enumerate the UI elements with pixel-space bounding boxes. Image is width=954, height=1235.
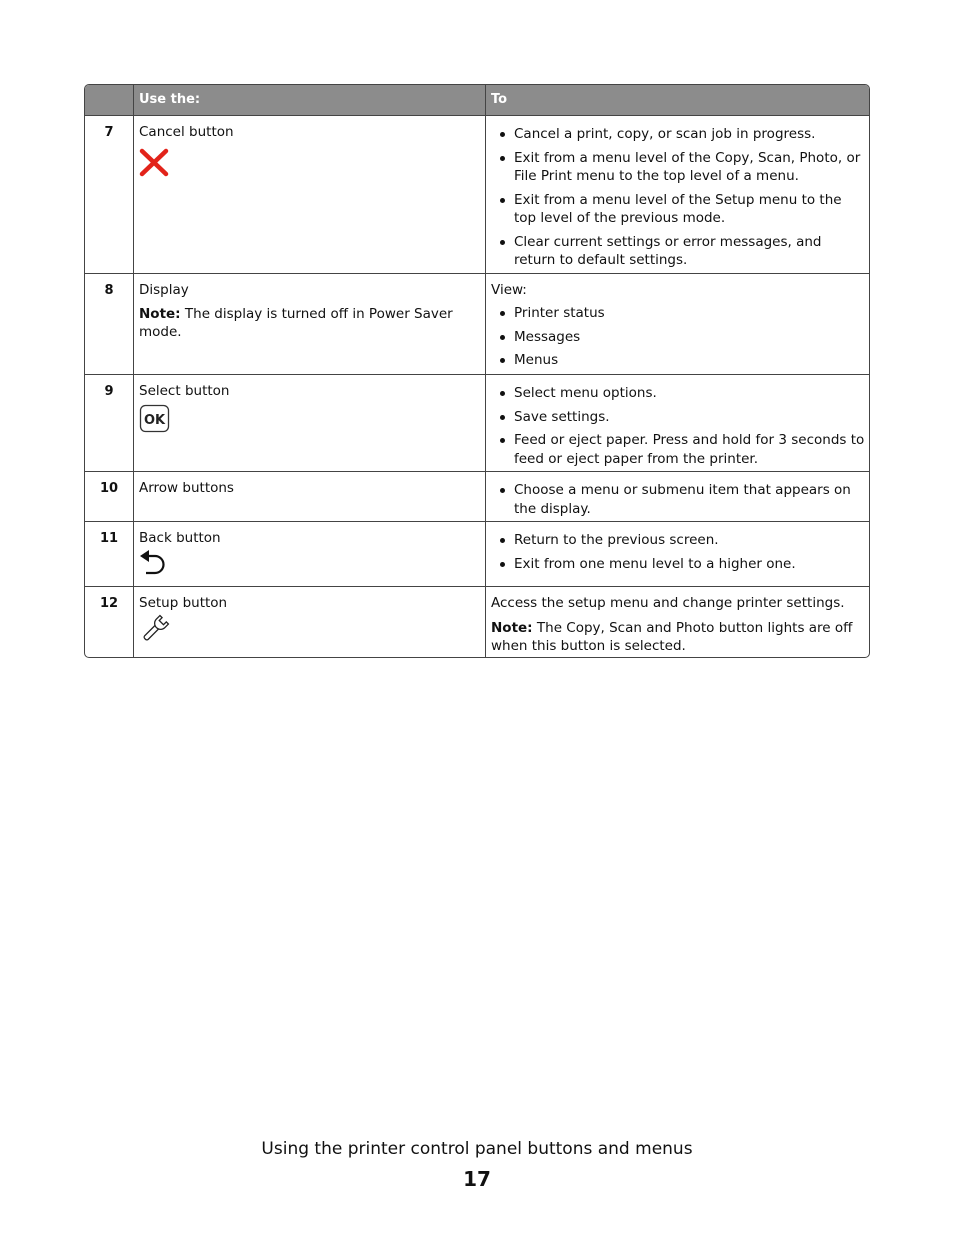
row-number: 12: [85, 587, 134, 657]
bullet-list: [491, 304, 865, 370]
row-description-cell: [486, 472, 869, 521]
row-number: 9: [85, 375, 134, 471]
list-item: Exit from a menu level of the Setup menu to the top level of the previous mode.: [491, 191, 865, 228]
table-row: [85, 521, 869, 586]
row-number: 8: [85, 274, 134, 374]
row-label: Setup button: [139, 595, 228, 611]
list-item: Feed or eject paper. Press and hold for 3 seconds to feed or eject paper from the printer.: [491, 431, 865, 468]
row-label: Cancel button: [139, 124, 234, 140]
row-control-cell: [134, 274, 486, 374]
table-row: [85, 273, 869, 374]
row-description-cell: [486, 274, 869, 374]
row-description-cell: [486, 587, 869, 657]
list-item: Clear current settings or error messages, and return to default settings.: [491, 233, 865, 270]
row-number: 11: [85, 522, 134, 586]
note-label: Note:: [491, 620, 533, 636]
row-label: Display: [139, 282, 189, 298]
row-label: Select button: [139, 383, 230, 399]
list-item: Select menu options.: [491, 384, 865, 403]
list-item: Printer status: [491, 304, 865, 323]
control-panel-table: [84, 84, 870, 658]
bullet-list: [491, 125, 865, 270]
cancel-x-icon: [139, 147, 481, 181]
setup-description: Access the setup menu and change printer settings.: [491, 595, 845, 611]
row-control-cell: [134, 375, 486, 471]
setup-note: [491, 619, 865, 655]
bullet-list: [491, 531, 865, 573]
wrench-icon: [139, 614, 481, 648]
header-use-the: Use the:: [134, 85, 486, 115]
list-item: Exit from one menu level to a higher one.: [491, 555, 865, 574]
list-item: Return to the previous screen.: [491, 531, 865, 550]
list-item: Save settings.: [491, 408, 865, 427]
list-item: Cancel a print, copy, or scan job in progress.: [491, 125, 865, 144]
row-number: 7: [85, 116, 134, 273]
row-control-cell: [134, 587, 486, 657]
display-note: [139, 305, 481, 341]
row-control-cell: [134, 522, 486, 586]
note-text: The display is turned off in Power Saver mode.: [139, 306, 453, 340]
note-label: Note:: [139, 306, 181, 322]
row-control-cell: [134, 116, 486, 273]
table-row: [85, 471, 869, 521]
table-header: [85, 85, 869, 115]
view-intro: View:: [491, 282, 527, 298]
row-description-cell: [486, 116, 869, 273]
table-row: [85, 586, 869, 657]
row-control-cell: [134, 472, 486, 521]
row-description-cell: [486, 522, 869, 586]
row-description-cell: [486, 375, 869, 471]
table-row: [85, 115, 869, 273]
bullet-list: [491, 384, 865, 468]
footer-section-title: Using the printer control panel buttons and menus: [261, 1139, 693, 1159]
header-number-cell: [85, 85, 134, 115]
ok-button-icon: [139, 404, 481, 438]
list-item: Messages: [491, 328, 865, 347]
ok-icon-text: OK: [143, 413, 166, 428]
row-number: 10: [85, 472, 134, 521]
list-item: Menus: [491, 351, 865, 370]
list-item: Exit from a menu level of the Copy, Scan, Photo, or File Print menu to the top level of a menu.: [491, 149, 865, 186]
header-to: To: [491, 92, 508, 107]
list-item: Choose a menu or submenu item that appears on the display.: [491, 481, 865, 518]
back-arrow-icon: [139, 549, 481, 581]
row-label: Arrow buttons: [139, 480, 234, 496]
bullet-list: [491, 481, 865, 518]
row-label: Back button: [139, 530, 221, 546]
note-text: The Copy, Scan and Photo button lights are off when this button is selected.: [491, 620, 853, 654]
table-row: [85, 374, 869, 471]
page-number: 17: [463, 1167, 491, 1191]
